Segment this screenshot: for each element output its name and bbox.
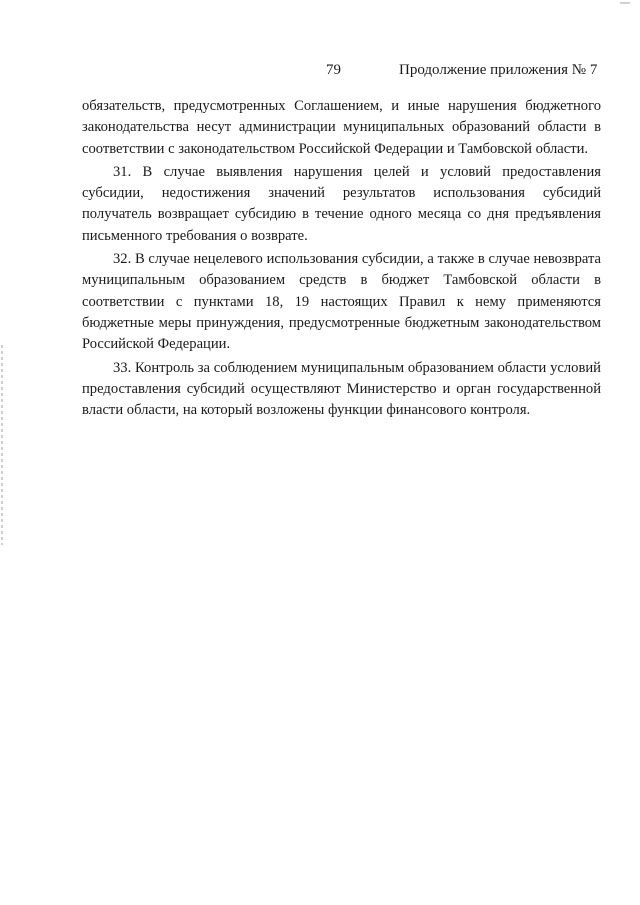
page-number: 79	[326, 62, 341, 78]
document-body	[82, 96, 601, 423]
paragraph-33: 33. Контроль за соблюдением муниципальным образованием области условий предоставления субсидий осуществляют Министерство и орган государственной власти области, на который возложены функции финансового контроля.	[82, 359, 601, 419]
appendix-title: Продолжение приложения № 7	[399, 62, 598, 78]
scan-artifact	[620, 2, 630, 4]
paragraph-32: 32. В случае нецелевого использования субсидии, а также в случае невозврата муниципальным образованием средств в бюджет Тамбовской области в соответствии с пунктами 18, 19 настоящих Правил к нему применяются бюджетные меры принуждения, предусмотренные бюджетным законодательством Российской Федерации.	[82, 251, 601, 353]
paragraph-31: 31. В случае выявления нарушения целей и условий предоставления субсидии, недостижения значений результатов использования субсидий получатель возвращает субсидию в течение одного месяца со дня предъявления письменного требования о возврате.	[82, 163, 601, 244]
paragraph-continuation: обязательств, предусмотренных Соглашением, и иные нарушения бюджетного законодательства несут администрации муниципальных образований области в соответствии с законодательством Российской Федерации и Тамбовской области.	[82, 98, 601, 157]
scan-artifact	[1, 345, 3, 545]
page-header	[0, 62, 640, 84]
